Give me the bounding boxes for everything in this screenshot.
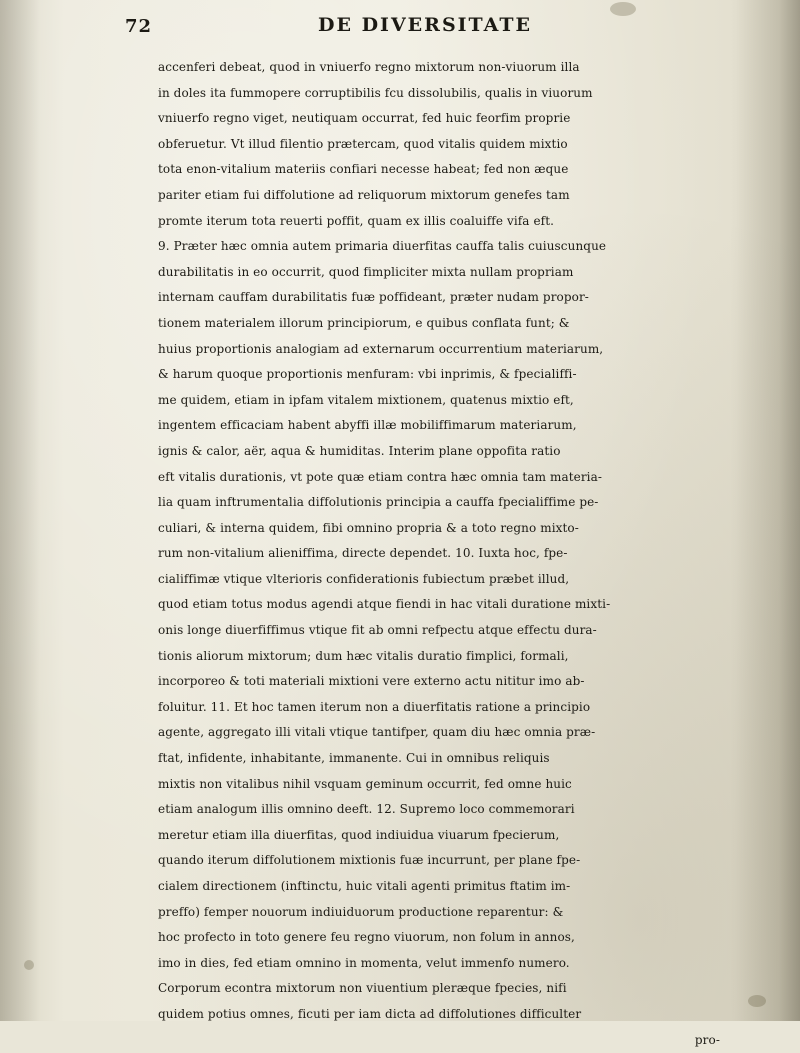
text-line: cialiffimæ vtique vlterioris confiderationis fubiectum præbet illud, [158,571,570,586]
page-header [0,8,800,40]
text-line: eft vitalis durationis, vt pote quæ etiam contra hæc omnia tam materia- [158,469,603,484]
text-line: Corporum econtra mixtorum non viuentium pleræque fpecies, nifi [158,981,567,996]
page-number: 72 [125,16,153,37]
text-line: me quidem, etiam in ipfam vitalem mixtionem, quatenus mixtio eft, [158,392,574,407]
text-line: rum non-vitalium alieniffima, directe dependet. 10. Iuxta hoc, fpe- [158,546,568,561]
paper-stain [24,960,34,970]
text-line: cialem directionem (inftinctu, huic vitali agenti primitus ftatim im- [158,879,571,893]
text-line: agente, aggregato illi vitali vtique tantifper, quam diu hæc omnia præ- [158,725,596,740]
text-line: quando iterum diffolutionem mixtionis fuæ incurrunt, per plane fpe- [158,853,581,868]
binding-shadow [0,0,40,1021]
body-text [158,55,778,1053]
text-line: onis longe diuerfiffimus vtique fit ab omni refpectu atque effectu dura- [158,623,597,638]
text-line: preffo) femper nouorum indiuiduorum productione reparentur: & [158,904,564,919]
text-line: tota enon-vitalium materiis confiari necesse habeat; fed non æque [158,162,569,177]
text-line: promte iterum tota reuerti poffit, quam ex illis coaluiffe vifa eft. [158,213,555,228]
text-line: culiari, & interna quidem, fibi omnino propria & a toto regno mixto- [158,520,579,535]
catchword: pro- [694,1032,720,1047]
text-line: durabilitatis in eo occurrit, quod fimpliciter mixta nullam propriam [158,264,574,279]
text-line: obferuetur. Vt illud filentio prætercam, quod vitalis quidem mixtio [158,136,568,151]
text-line: tionis aliorum mixtorum; dum hæc vitalis duratio fimplici, formali, [158,648,569,663]
text-line: huius proportionis analogiam ad externarum occurrentium materiarum, [158,341,604,356]
text-line: tionem materialem illorum principiorum, e quibus conflata funt; & [158,315,570,330]
text-line: meretur etiam illa diuerfitas, quod indiuidua viuarum fpecierum, [158,827,560,842]
text-line: accenferi debeat, quod in vniuerfo regno mixtorum non-viuorum illa [158,60,580,74]
text-line: mixtis non vitalibus nihil vsquam geminum occurrit, fed omne huic [158,776,572,791]
text-line: ingentem efficaciam habent abyffi illæ mobiliffimarum materiarum, [158,418,577,433]
text-line: 9. Præter hæc omnia autem primaria diuerfitas cauffa talis cuiuscunque [158,239,607,254]
text-line: internam cauffam durabilitatis fuæ poffideant, præter nudam propor- [158,290,589,305]
text-line: imo in dies, fed etiam omnino in momenta, velut immenfo numero. [158,955,570,970]
text-line: ignis & calor, aër, aqua & humiditas. Interim plane oppofita ratio [158,443,561,458]
text-line: vniuerfo regno viget, neutiquam occurrat, fed huic feorfim proprie [158,111,571,126]
text-line: pariter etiam fui diffolutione ad reliquorum mixtorum genefes tam [158,187,570,202]
text-line: ftat, infidente, inhabitante, immanente. Cui in omnibus reliquis [158,751,550,766]
text-line: lia quam inftrumentalia diffolutionis principia a cauffa fpecialiffime pe- [158,495,599,510]
text-line: foluitur. 11. Et hoc tamen iterum non a diuerfitatis ratione a principio [158,699,591,714]
running-title: DE DIVERSITATE [318,14,532,36]
text-line: etiam analogum illis omnino deeft. 12. Supremo loco commemorari [158,802,575,817]
text-line: quod etiam totus modus agendi atque fiendi in hac vitali duratione mixti- [158,597,611,612]
text-line: in doles ita fummopere corruptibilis fcu dissolubilis, qualis in viuorum [158,85,593,100]
text-line: incorporeo & toti materiali mixtioni vere externo actu nititur imo ab- [158,674,585,689]
text-line: & harum quoque proportionis menfuram: vbi inprimis, & fpecialiffi- [158,367,577,382]
text-line: quidem potius omnes, ficuti per iam dicta ad diffolutiones difficulter [158,1006,582,1021]
text-line: hoc profecto in toto genere feu regno viuorum, non folum in annos, [158,930,575,945]
